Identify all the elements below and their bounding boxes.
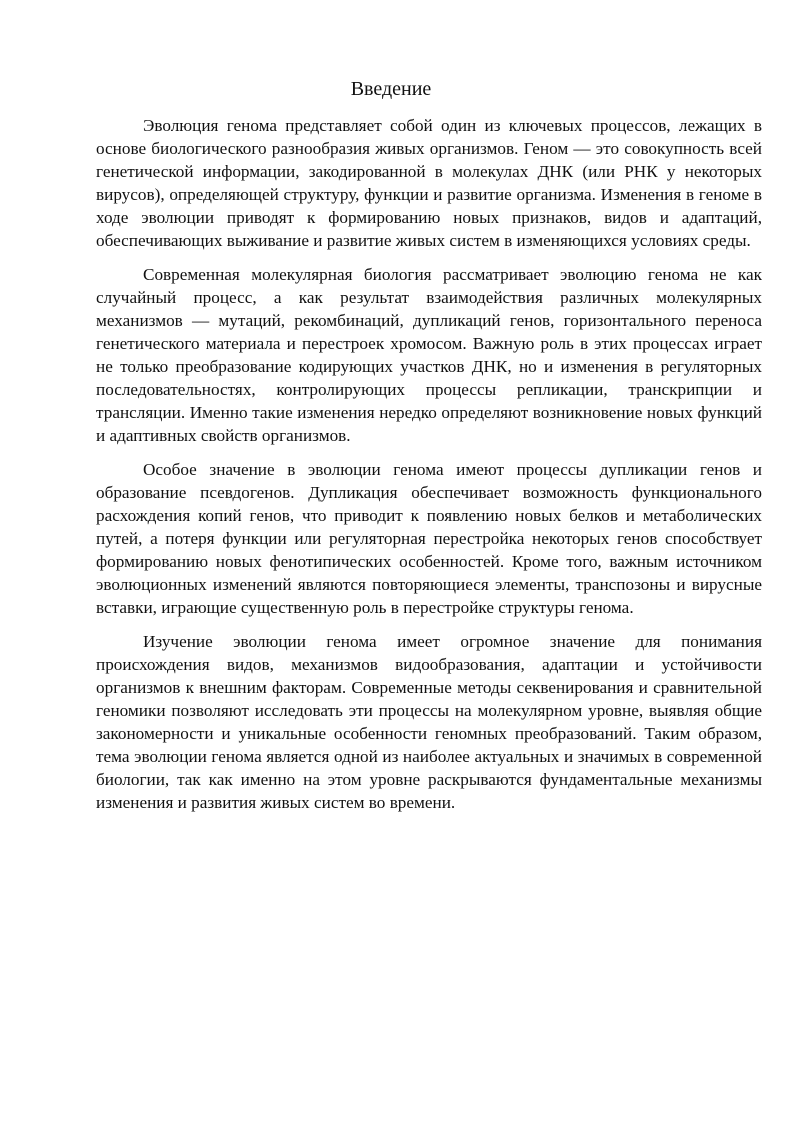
paragraph-3: Особое значение в эволюции генома имеют процессы дупликации генов и образование псевдогенов. Дупликация обеспечивает возможность функционального расхождения копий генов, что приводит к появлению новых белков и метаболических путей, а потеря функции или регуляторная перестройка некоторых генов способствует формированию новых фенотипических особенностей. Кроме того, важным источником эволюционных изменений являются повторяющиеся элементы, транспозоны и вирусные вставки, играющие существенную роль в перестройке структуры генома. <box>96 460 762 617</box>
document-body <box>96 114 762 825</box>
document-title: Введение <box>350 78 432 100</box>
paragraph-2: Современная молекулярная биология рассматривает эволюцию генома не как случайный процесс, а как результат взаимодействия различных молекулярных механизмов — мутаций, рекомбинаций, дупликаций генов, горизонтального переноса генетического материала и перестроек хромосом. Важную роль в этих процессах играет не только преобразование кодирующих участков ДНК, но и изменения в регуляторных последовательностях, контролирующих процессы репликации, транскрипции и трансляции. Именно такие изменения нередко определяют возникновение новых функций и адаптивных свойств организмов. <box>96 265 762 445</box>
paragraph-1: Эволюция генома представляет собой один из ключевых процессов, лежащих в основе биологического разнообразия живых организмов. Геном — это совокупность всей генетической информации, закодированной в молекулах ДНК (или РНК у некоторых вирусов), определяющей структуру, функции и развитие организма. Изменения в геноме в ходе эволюции приводят к формированию новых признаков, видов и адаптаций, обеспечивающих выживание и развитие живых систем в изменяющихся условиях среды. <box>96 116 762 250</box>
paragraph-4: Изучение эволюции генома имеет огромное значение для понимания происхождения видов, механизмов видообразования, адаптации и устойчивости организмов к внешним факторам. Современные методы секвенирования и сравнительной геномики позволяют исследовать эти процессы на молекулярном уровне, выявляя общие закономерности и уникальные особенности геномных преобразований. Таким образом, тема эволюции генома является одной из наиболее актуальных и значимых в современной биологии, так как именно на этом уровне раскрываются фундаментальные механизмы изменения и развития живых систем во времени. <box>96 632 762 812</box>
